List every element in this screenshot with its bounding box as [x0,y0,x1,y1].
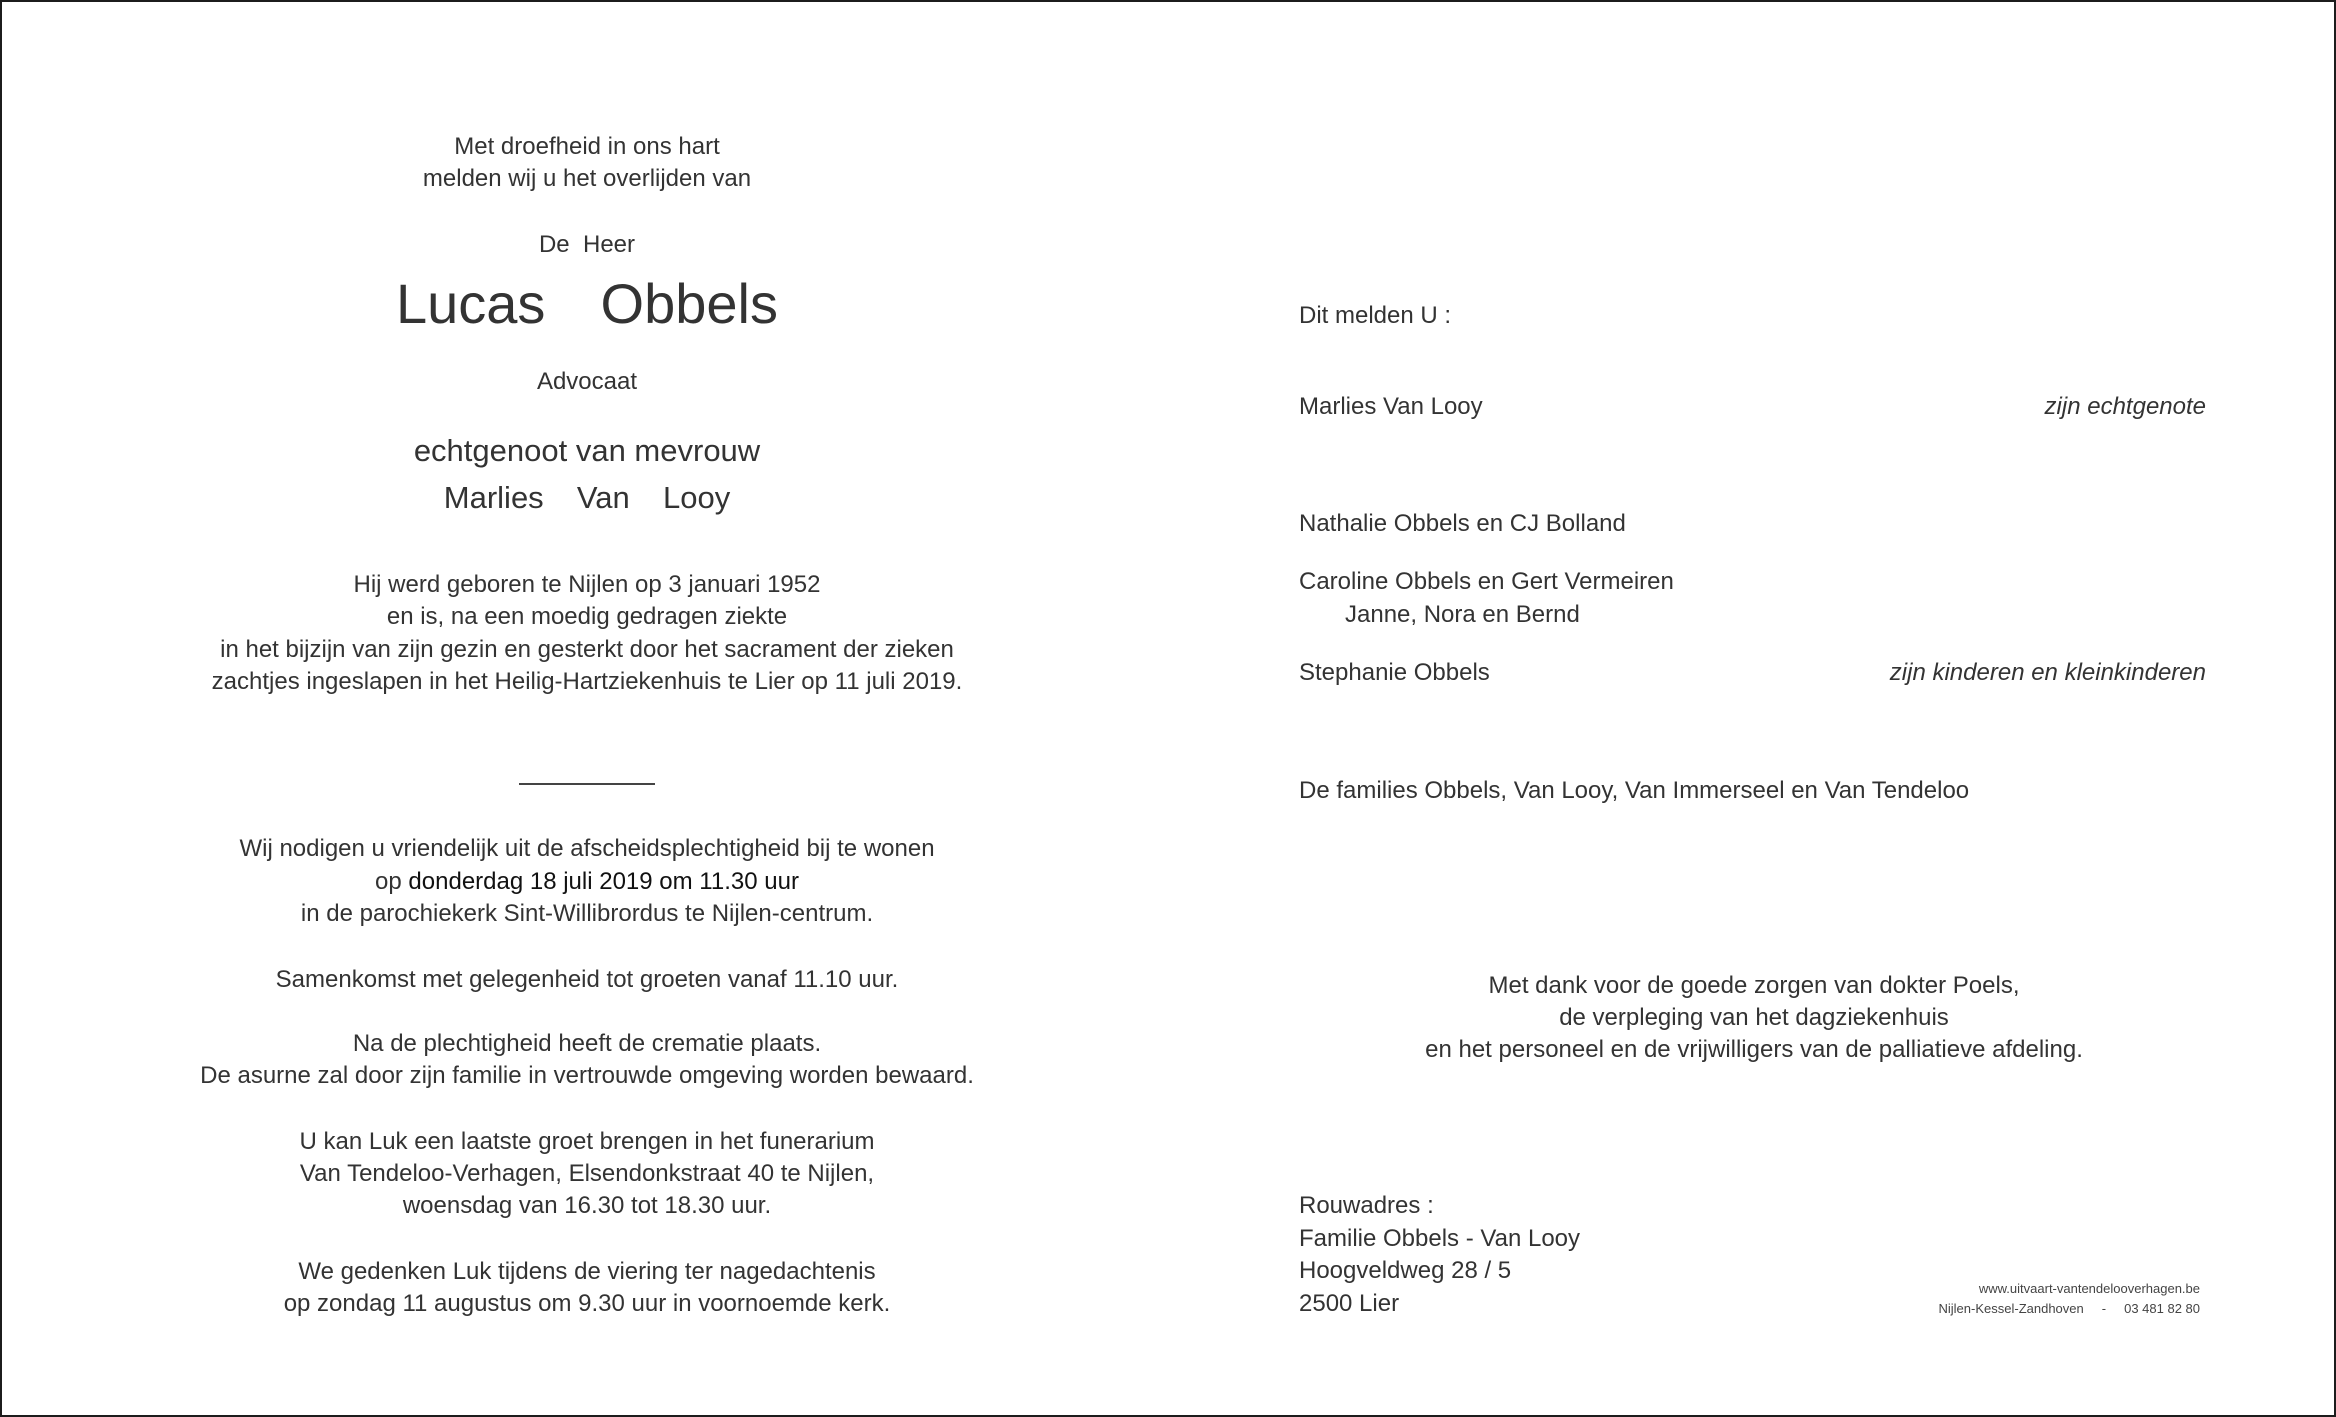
ceremony-date: donderdag 18 juli 2019 om 11.30 uur [408,868,799,895]
thanks-line-1: Met dank voor de goede zorgen van dokter Poels, [1488,972,2020,999]
thanks-line-3: en het personeel en de vrijwilligers van de palliatieve afdeling. [1425,1036,2083,1063]
gathering-text: Samenkomst met gelegenheid tot groeten vanaf 11.10 uur. [275,966,899,993]
intro-line-2: melden wij u het overlijden van [422,165,752,192]
bio-line-1: Hij werd geboren te Nijlen op 3 januari 1952 [353,571,821,598]
spouse-entry-name: Marlies Van Looy [1299,393,1483,420]
spouse-name: Marlies Van Looy [443,480,731,515]
funeral-home-line-3: woensdag van 16.30 tot 18.30 uur. [402,1192,772,1219]
funeral-home-locations: Nijlen-Kessel-Zandhoven [1938,1301,2084,1316]
left-column [82,2,1092,1415]
address-family: Familie Obbels - Van Looy [1299,1225,1581,1252]
children-relation: zijn kinderen en kleinkinderen [1889,659,2206,686]
memorial-line-1: We gedenken Luk tijdens de viering ter nagedachtenis [298,1258,876,1285]
bio-line-3: in het bijzijn van zijn gezin en gesterkt door het sacrament der zieken [220,636,954,663]
intro-line-1: Met droefheid in ons hart [454,133,720,160]
thanks-line-2: de verpleging van het dagziekenhuis [1559,1004,1949,1031]
announcers-label: Dit melden U : [1299,302,1452,329]
invitation-line-3: in de parochiekerk Sint-Willibrordus te Nijlen-centrum. [300,900,874,927]
bio-line-2: en is, na een moedig gedragen ziekte [386,603,788,630]
invitation-prefix: op [375,868,409,895]
spouse-label: echtgenoot van mevrouw [413,433,761,468]
deceased-name: Lucas Obbels [396,272,778,335]
child-entry-3: Stephanie Obbels [1299,659,1490,686]
cremation-line-2: De asurne zal door zijn familie in vertrouwde omgeving worden bewaard. [200,1062,974,1089]
contact-separator: - [2101,1301,2107,1316]
memorial-line-2: op zondag 11 augustus om 9.30 uur in voornoemde kerk. [283,1290,891,1317]
families-line: De families Obbels, Van Looy, Van Immerseel en Van Tendeloo [1299,777,1970,804]
address-city: 2500 Lier [1299,1290,1400,1317]
cremation-line-1: Na de plechtigheid heeft de crematie plaats. [352,1030,822,1057]
address-label: Rouwadres : [1299,1192,1434,1219]
grandchildren-entry: Janne, Nora en Bernd [1345,601,1580,628]
invitation-line-2 [82,866,1092,898]
funeral-home-website: www.uitvaart-vantendelooverhagen.be [1978,1281,2200,1296]
funeral-home-phone: 03 481 82 80 [2124,1301,2200,1316]
funeral-home-line-1: U kan Luk een laatste groet brengen in het funerarium [299,1128,875,1155]
bio-line-4: zachtjes ingeslapen in het Heilig-Hartziekenhuis te Lier op 11 juli 2019. [211,668,963,695]
funeral-home-line-2: Van Tendeloo-Verhagen, Elsendonkstraat 40 te Nijlen, [299,1160,875,1187]
profession: Advocaat [536,368,638,395]
invitation-line-1: Wij nodigen u vriendelijk uit de afscheidsplechtigheid bij te wonen [239,835,935,862]
child-entry-2: Caroline Obbels en Gert Vermeiren [1299,568,1674,595]
child-entry-1: Nathalie Obbels en CJ Bolland [1299,510,1626,537]
honorific: De Heer [538,231,636,258]
spouse-relation: zijn echtgenote [2044,393,2206,420]
section-divider [519,783,655,785]
funeral-home-contact [1939,1299,2201,1319]
address-street: Hoogveldweg 28 / 5 [1299,1257,1512,1284]
